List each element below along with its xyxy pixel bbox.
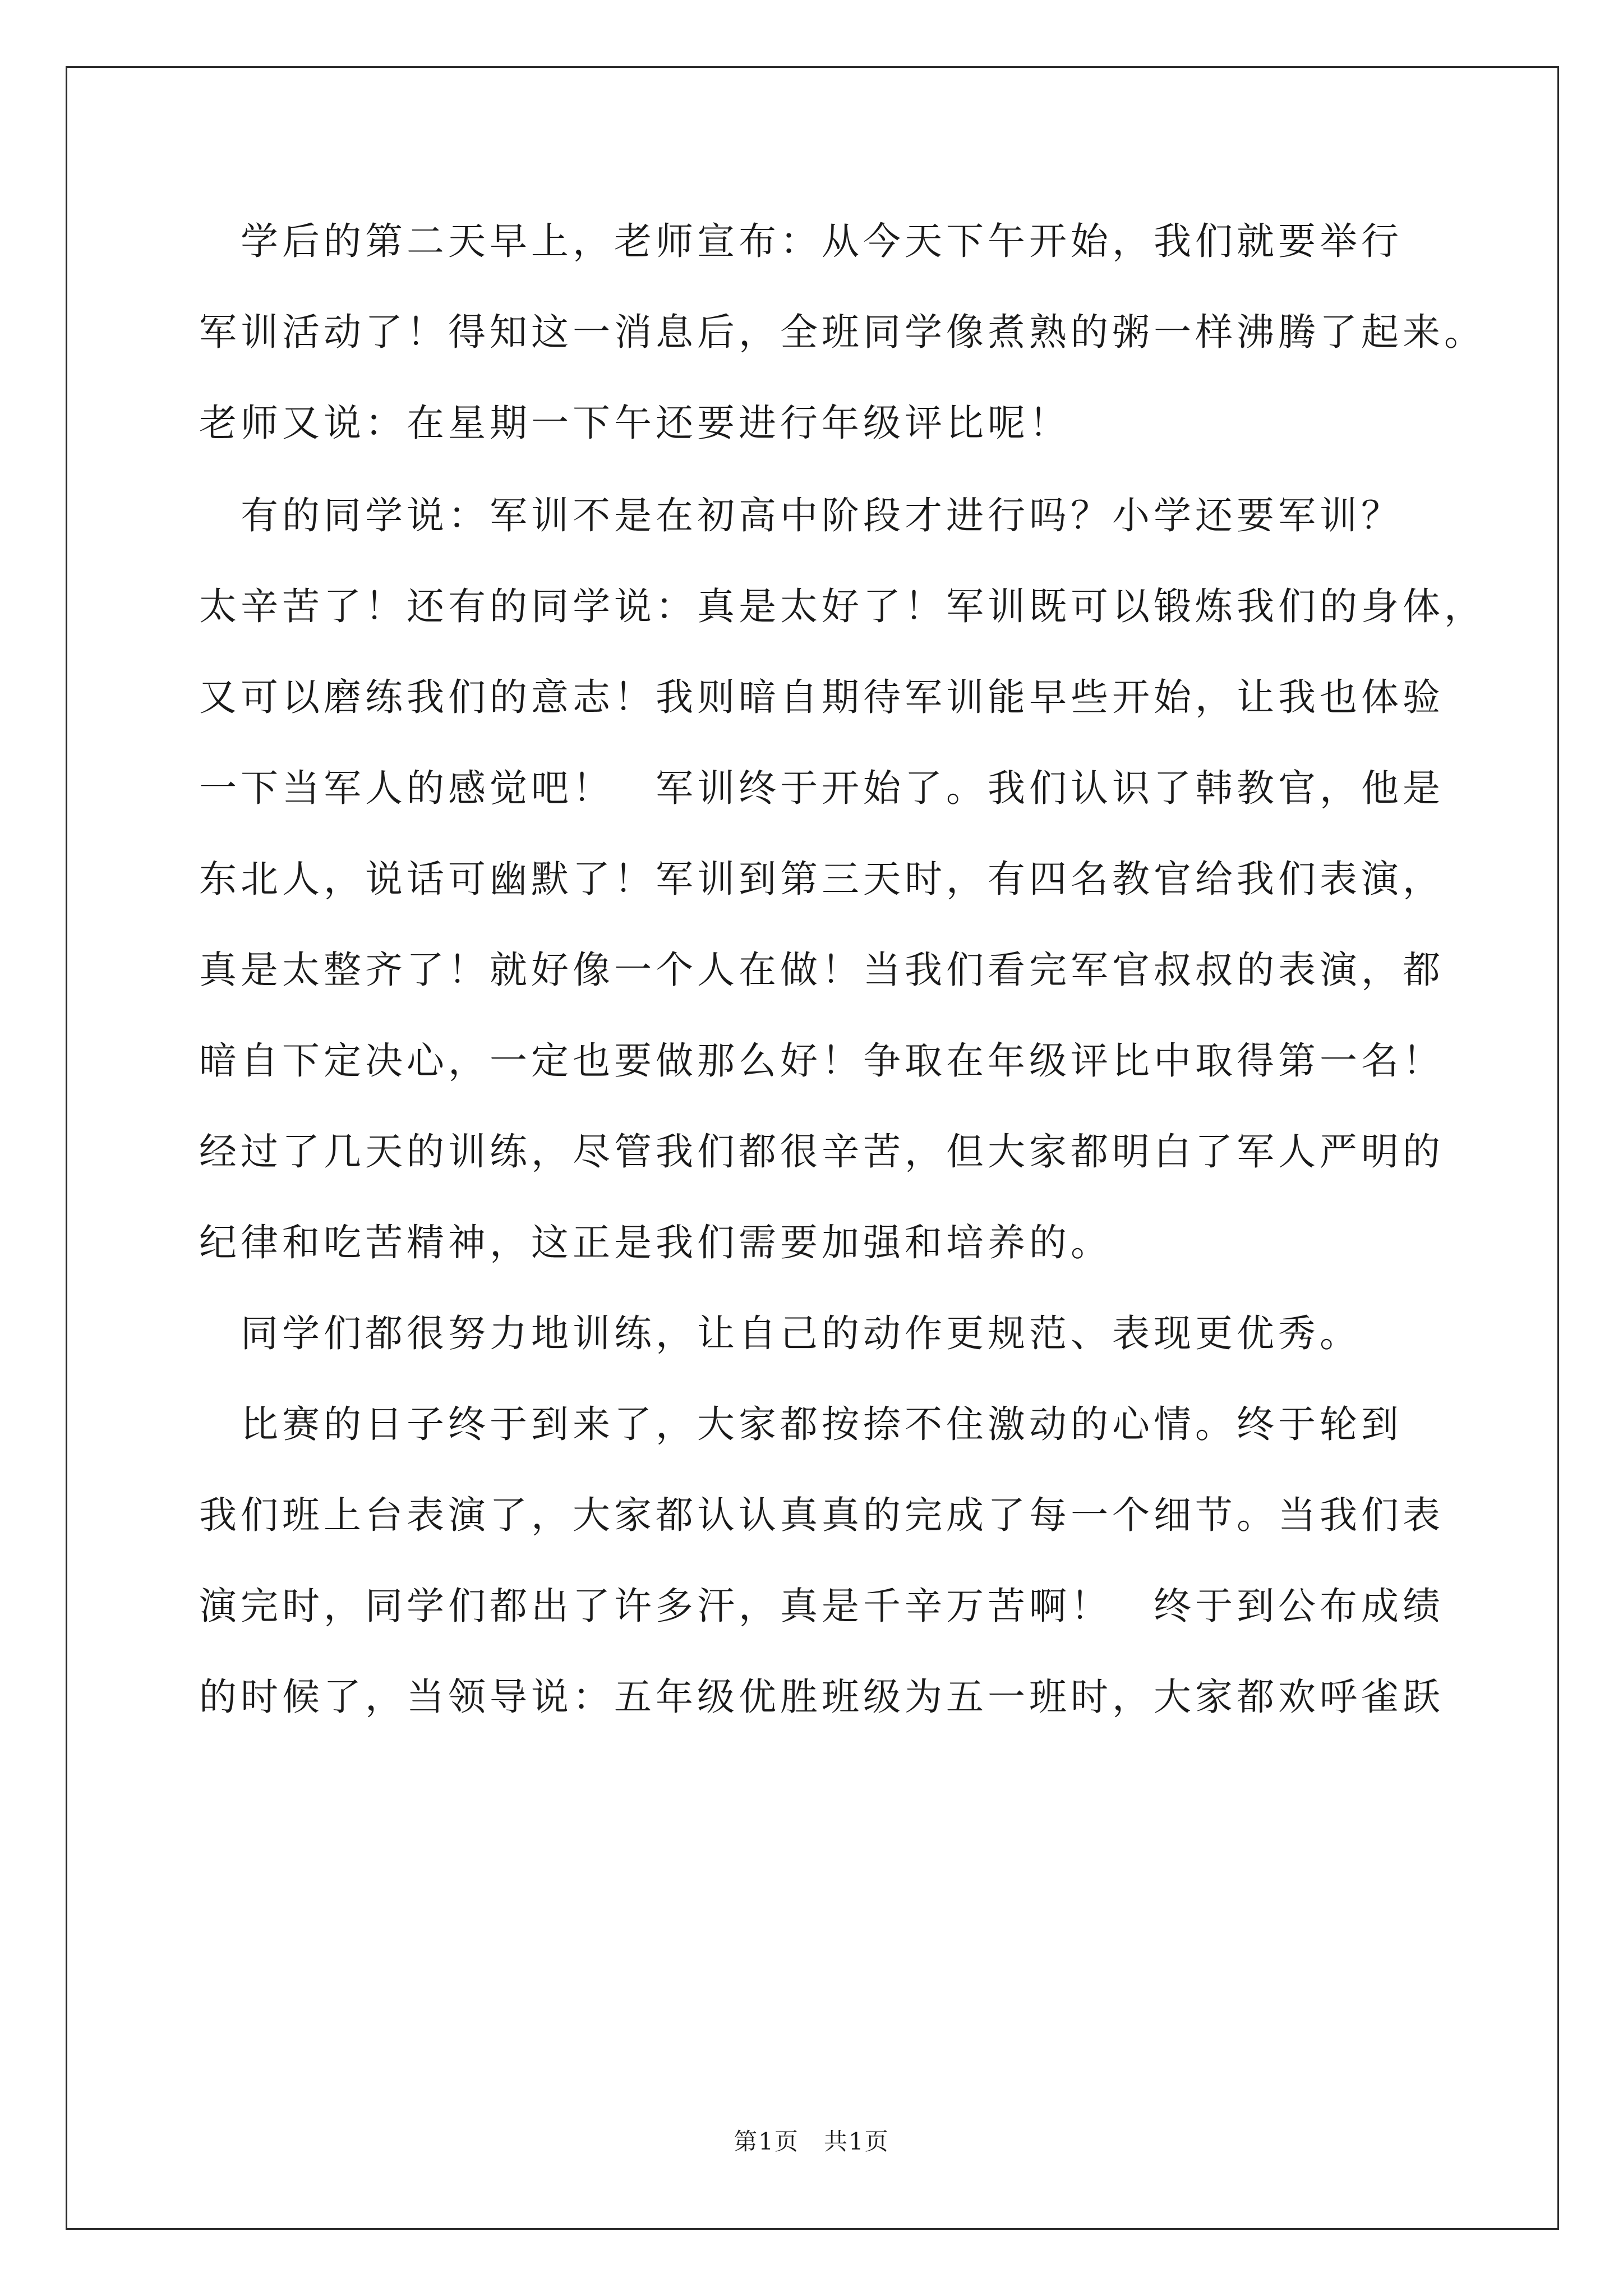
text-line: 我们班上台表演了，大家都认认真真的完成了每一个细节。当我们表 — [199, 1493, 1444, 1537]
text-line: 真是太整齐了！就好像一个人在做！当我们看完军官叔叔的表演，都 — [199, 948, 1444, 992]
text-line: 有的同学说：军训不是在初高中阶段才进行吗？小学还要军训？ — [199, 494, 1403, 537]
text-line: 军训活动了！得知这一消息后，全班同学像煮熟的粥一样沸腾了起来。 — [199, 310, 1486, 354]
text-line: 老师又说：在星期一下午还要进行年级评比呢！ — [199, 401, 1071, 445]
text-line: 演完时，同学们都出了许多汗，真是千辛万苦啊！ 终于到公布成绩 — [199, 1584, 1444, 1628]
text-line: 学后的第二天早上，老师宣布：从今天下午开始，我们就要举行 — [199, 219, 1403, 263]
text-line: 太辛苦了！还有的同学说：真是太好了！军训既可以锻炼我们的身体， — [199, 585, 1486, 628]
text-line: 又可以磨练我们的意志！我则暗自期待军训能早些开始，让我也体验 — [199, 675, 1444, 719]
text-line: 东北人，说话可幽默了！军训到第三天时，有四名教官给我们表演， — [199, 857, 1444, 901]
text-line: 同学们都很努力地训练，让自己的动作更规范、表现更优秀。 — [199, 1312, 1361, 1355]
text-line: 纪律和吃苦精神，这正是我们需要加强和培养的。 — [199, 1221, 1112, 1264]
page-number-footer: 第1页 共1页 — [734, 2128, 889, 2155]
text-line: 比赛的日子终于到来了，大家都按捺不住激动的心情。终于轮到 — [199, 1402, 1403, 1446]
text-line: 的时候了，当领导说：五年级优胜班级为五一班时，大家都欢呼雀跃 — [199, 1675, 1444, 1719]
text-line: 暗自下定决心，一定也要做那么好！争取在年级评比中取得第一名！ — [199, 1039, 1444, 1083]
text-line: 经过了几天的训练，尽管我们都很辛苦，但大家都明白了军人严明的 — [199, 1130, 1444, 1174]
text-line: 一下当军人的感觉吧！ 军训终于开始了。我们认识了韩教官，他是 — [199, 766, 1444, 810]
